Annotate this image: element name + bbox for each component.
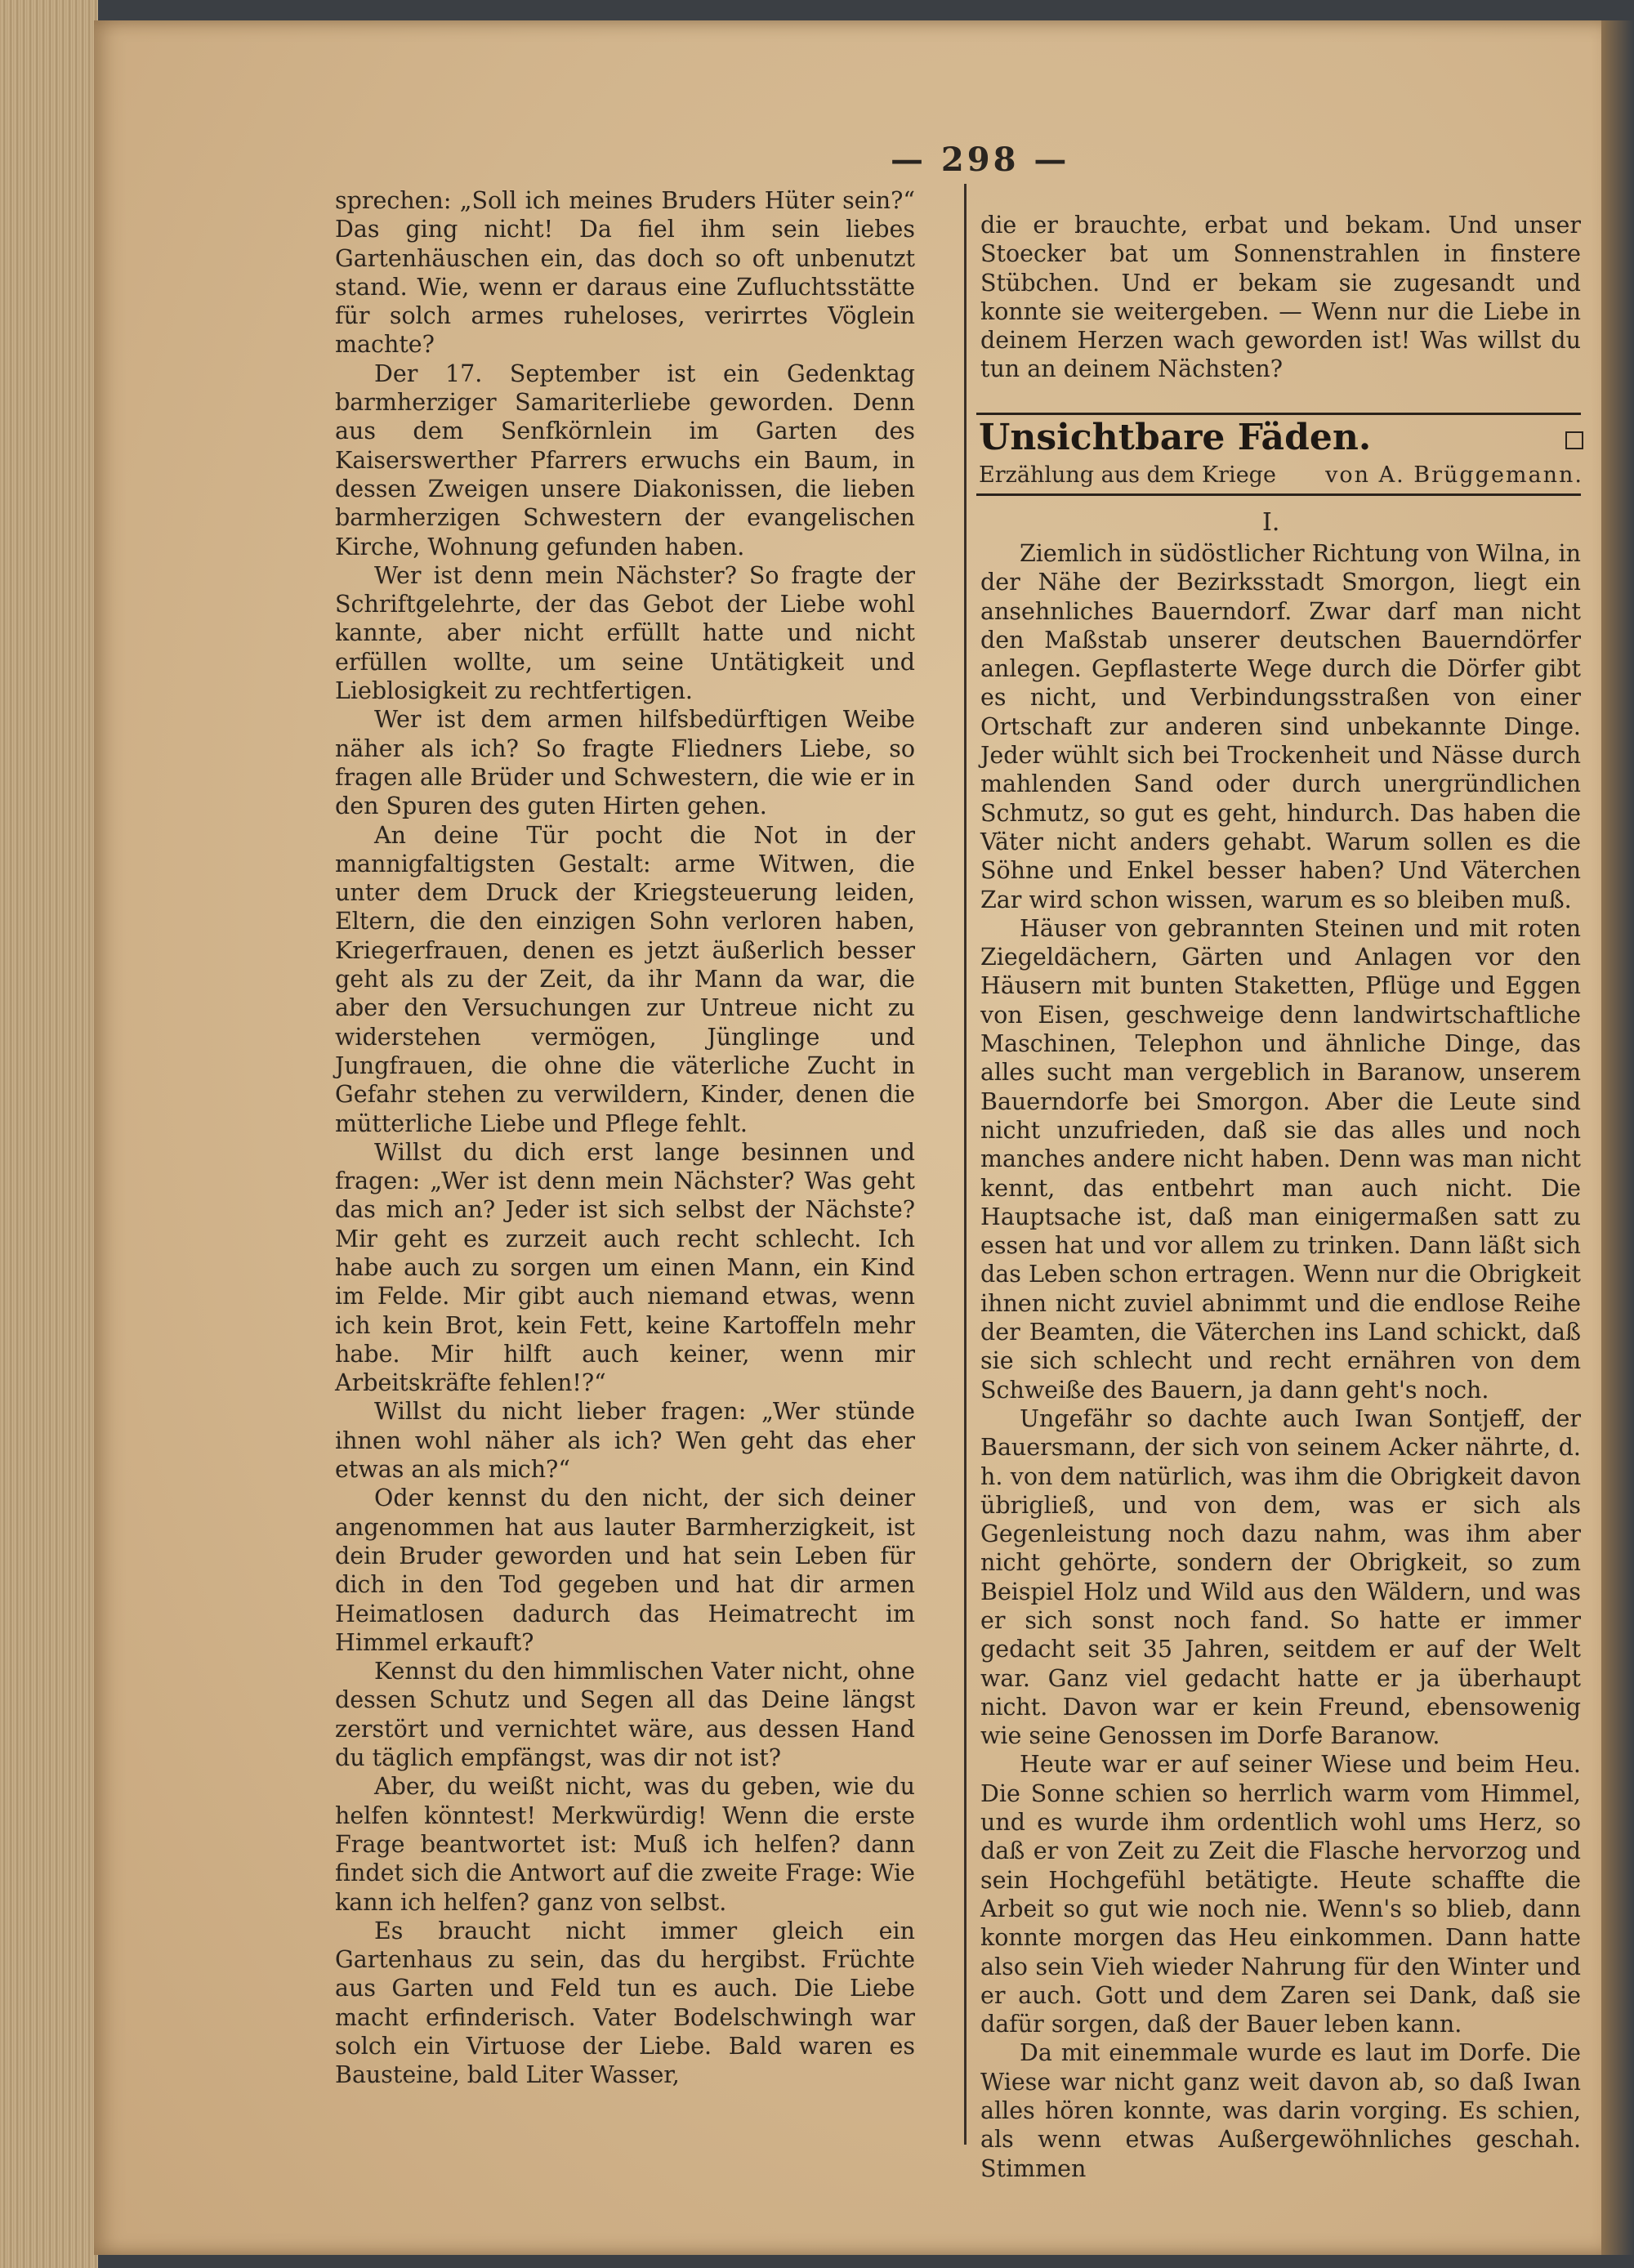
paragraph: sprechen: „Soll ich meines Bruders Hüter sein?“ Das ging nicht! Da fiel ihm sein liebes Gartenhäuschen ein, das doch so oft unbenutzt stand. Wie, wenn er daraus eine Zufluchtsstätte für solch armes ruheloses, verirrtes Vöglein machte? <box>335 187 915 359</box>
paragraph: die er brauchte, erbat und bekam. Und unser Stoecker bat um Sonnenstrahlen in finstere Stübchen. Und er bekam sie zugesandt und konnte sie weitergeben. — Wenn nur die Liebe in deinem Herzen wach geworden ist! Was willst du tun an deinem Nächsten? <box>980 212 1581 383</box>
right-text-column-top <box>980 211 1581 384</box>
book-spine-shadow <box>1601 20 1634 2255</box>
paragraph: Kennst du den himmlischen Vater nicht, ohne dessen Schutz und Segen all das Deine längst zerstört und vernichtet wäre, aus dessen Hand du täglich empfängst, was dir not ist? <box>335 1658 915 1772</box>
paragraph: Ziemlich in südöstlicher Richtung von Wilna, in der Nähe der Bezirksstadt Smorgon, liegt ein ansehnliches Bauerndorf. Zwar darf man nicht den Maßstab unserer deutschen Bauerndörfer anlegen. Gepflasterte Wege durch die Dörfer gibt es nicht, und Verbindungsstraßen von einer Ortschaft zur anderen sind unbekannte Dinge. Jeder wühlt sich bei Trockenheit und Nässe durch mahlenden Sand oder durch unergründlichen Schmutz, so gut es geht, hindurch. Das haben die Väter nicht anders gehabt. Warum sollen es die Söhne und Enkel besser haben? Und Väterchen Zar wird schon wissen, warum es so bleiben muß. <box>980 540 1581 913</box>
paragraph: Ungefähr so dachte auch Iwan Sontjeff, der Bauersmann, der sich von seinem Acker nährte, d. h. von dem natürlich, was ihm die Obrigkeit davon übrigließ, und von dem, was er sich als Gegenleistung noch dazu nahm, was ihm aber nicht gehörte, sondern der Obrigkeit, so zum Beispiel Holz und Wild aus den Wäldern, und was er sich sonst noch fand. So hatte er immer gedacht seit 35 Jahren, seitdem er auf der Welt war. Ganz viel gedacht hatte er ja überhaupt nicht. Davon war er kein Freund, ebensowenig wie seine Genossen im Dorfe Baranow. <box>980 1404 1581 1750</box>
chapter-number: I. <box>1262 508 1280 537</box>
left-text-column <box>335 186 915 2090</box>
paragraph: Wer ist dem armen hilfsbedürftigen Weibe näher als ich? So fragte Fliedners Liebe, so fragen alle Brüder und Schwestern, die wie er in den Spuren des guten Hirten gehen. <box>335 706 915 820</box>
paragraph: Der 17. September ist ein Gedenktag barmherziger Samariterliebe geworden. Denn aus dem Senfkörnlein im Garten des Kaiserswerther Pfarrers erwuchs ein Baum, in dessen Zweigen unsere Diakonissen, die lieben barmherzigen Schwestern der evangelischen Kirche, Wohnung gefunden haben. <box>335 359 915 560</box>
paragraph: An deine Tür pocht die Not in der mannigfaltigsten Gestalt: arme Witwen, die unter dem Druck der Kriegsteuerung leiden, Eltern, die den einzigen Sohn verloren haben, Kriegerfrauen, denen es jetzt äußerlich besser geht als zu der Zeit, da ihr Mann da war, die aber den Versuchungen zur Untreue nicht zu widerstehen vermögen, Jünglinge und Jungfrauen, die ohne die väterliche Zucht in Gefahr stehen zu verwildern, Kinder, denen die mütterliche Liebe und Pflege fehlt. <box>335 821 915 1137</box>
paragraph: Es braucht nicht immer gleich ein Gartenhaus zu sein, das du hergibst. Früchte aus Garten und Feld tun es auch. Die Liebe macht erfinderisch. Vater Bodelschwingh war solch ein Virtuose der Liebe. Bald waren es Bausteine, bald Liter Wasser, <box>335 1917 915 2089</box>
page-number: — 298 — <box>891 141 1070 179</box>
story-byline: von A. Brüggemann. <box>1325 462 1583 488</box>
paragraph: Oder kennst du den nicht, der sich deiner angenommen hat aus lauter Barmherzigkeit, ist dein Bruder geworden und hat sein Leben für dich in den Tod gegeben und hat dir armen Heimatlosen dadurch das Heimatrecht im Himmel erkauft? <box>335 1484 915 1656</box>
paragraph: Aber, du weißt nicht, was du geben, wie du helfen könntest! Merkwürdig! Wenn die erste Frage beantwortet ist: Muß ich helfen? dann findet sich die Antwort auf die zweite Frage: Wie kann ich helfen? ganz von selbst. <box>335 1773 915 1916</box>
column-divider <box>964 184 967 2145</box>
paragraph: Wer ist denn mein Nächster? So fragte der Schriftgelehrte, der das Gebot der Liebe wohl kannte, aber nicht erfüllt hatte und nicht erfüllen wollte, um seine Untätigkeit und Lieblosigkeit zu rechtfertigen. <box>335 561 915 705</box>
paragraph: Willst du dich erst lange besinnen und fragen: „Wer ist denn mein Nächster? Was geht das mich an? Jeder ist sich selbst der Nächste? Mir geht es zurzeit auch recht schlecht. Ich habe auch zu sorgen um einen Mann, ein Kind im Felde. Mir gibt auch niemand etwas, wenn ich kein Brot, kein Fett, keine Kartoffeln mehr habe. Mir hilft auch keiner, wenn mir Arbeitskräfte fehlen!?“ <box>335 1138 915 1397</box>
story-title: Unsichtbare Fäden. <box>979 417 1372 458</box>
story-title-row <box>979 417 1583 458</box>
title-top-rule <box>976 413 1581 415</box>
story-subtitle-row <box>979 462 1583 488</box>
story-subtitle: Erzählung aus dem Kriege <box>979 462 1276 488</box>
paragraph: Häuser von gebrannten Steinen und mit roten Ziegeldächern, Gärten und Anlagen vor den Häusern mit bunten Staketten, Pflüge und Eggen von Eisen, geschweige denn landwirtschaftliche Maschinen, Telephon und ähnliche Dinge, das alles sucht man vergeblich in Baranow, unserem Bauerndorfe bei Smorgon. Aber die Leute sind nicht unzufrieden, daß sie das alles und noch manches andere nicht haben. Denn was man nicht kennt, das entbehrt man auch nicht. Die Hauptsache ist, daß man einigermaßen satt zu essen hat und vor allem zu trinken. Dann läßt sich das Leben schon ertragen. Wenn nur die Obrigkeit ihnen nicht zuviel abnimmt und die endlose Reihe der Beamten, die Väterchen ins Land schickt, daß sie sich schlecht und recht ernähren von dem Schweiße des Bauern, ja dann geht's noch. <box>980 914 1581 1404</box>
paragraph: Willst du nicht lieber fragen: „Wer stünde ihnen wohl näher als ich? Wen geht das eher etwas an als mich?“ <box>335 1398 915 1484</box>
square-ornament-icon <box>1565 431 1583 449</box>
book-page-edges <box>0 0 98 2268</box>
title-bottom-rule <box>976 493 1581 496</box>
paragraph: Heute war er auf seiner Wiese und beim Heu. Die Sonne schien so herrlich warm vom Himmel, und es wurde ihm ordentlich wohl ums Herz, so daß er von Zeit zu Zeit die Flasche hervorzog und sein Hochgefühl betätigte. Heute schaffte die Arbeit so gut wie noch nie. Wenn's so blieb, dann konnte morgen das Heu einkommen. Dann hatte also sein Vieh wieder Nahrung für den Winter und er auch. Gott und dem Zaren sei Dank, daß sie dafür sorgen, daß der Bauer leben kann. <box>980 1751 1581 2038</box>
right-text-column-main <box>980 539 1581 2183</box>
paragraph: Da mit einemmale wurde es laut im Dorfe. Die Wiese war nicht ganz weit davon ab, so daß Iwan alles hören konnte, was darin vorging. Es schien, als wenn etwas Außergewöhnliches geschah. Stimmen <box>980 2039 1581 2182</box>
